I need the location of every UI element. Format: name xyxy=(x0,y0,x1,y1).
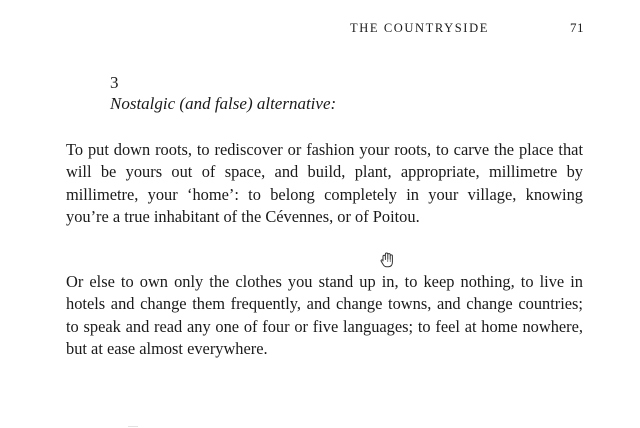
running-head-title: THE COUNTRYSIDE xyxy=(350,21,489,35)
running-head xyxy=(350,20,584,36)
hand-cursor-icon xyxy=(378,250,398,270)
paragraph-roots: To put down roots, to rediscover or fashion your roots, to carve the place that will be yours out of space, and build, plant, appropriate, millimetre by millimetre, your ‘home’: to belong completely in your village, knowing you’re a true inhabitant of the Cévennes, or of Poitou. xyxy=(66,140,583,226)
page-edge-mark xyxy=(128,426,138,427)
section-number: 3 xyxy=(110,73,119,92)
paragraph-nomad: Or else to own only the clothes you stand up in, to keep nothing, to live in hotels and change them frequently, and change towns, and change countries; to speak and read any one of four or five languages; to feel at home nowhere, but at ease almost everywhere. xyxy=(66,272,583,358)
section-title: Nostalgic (and false) alternative: xyxy=(110,94,337,113)
page-number: 71 xyxy=(570,20,584,35)
